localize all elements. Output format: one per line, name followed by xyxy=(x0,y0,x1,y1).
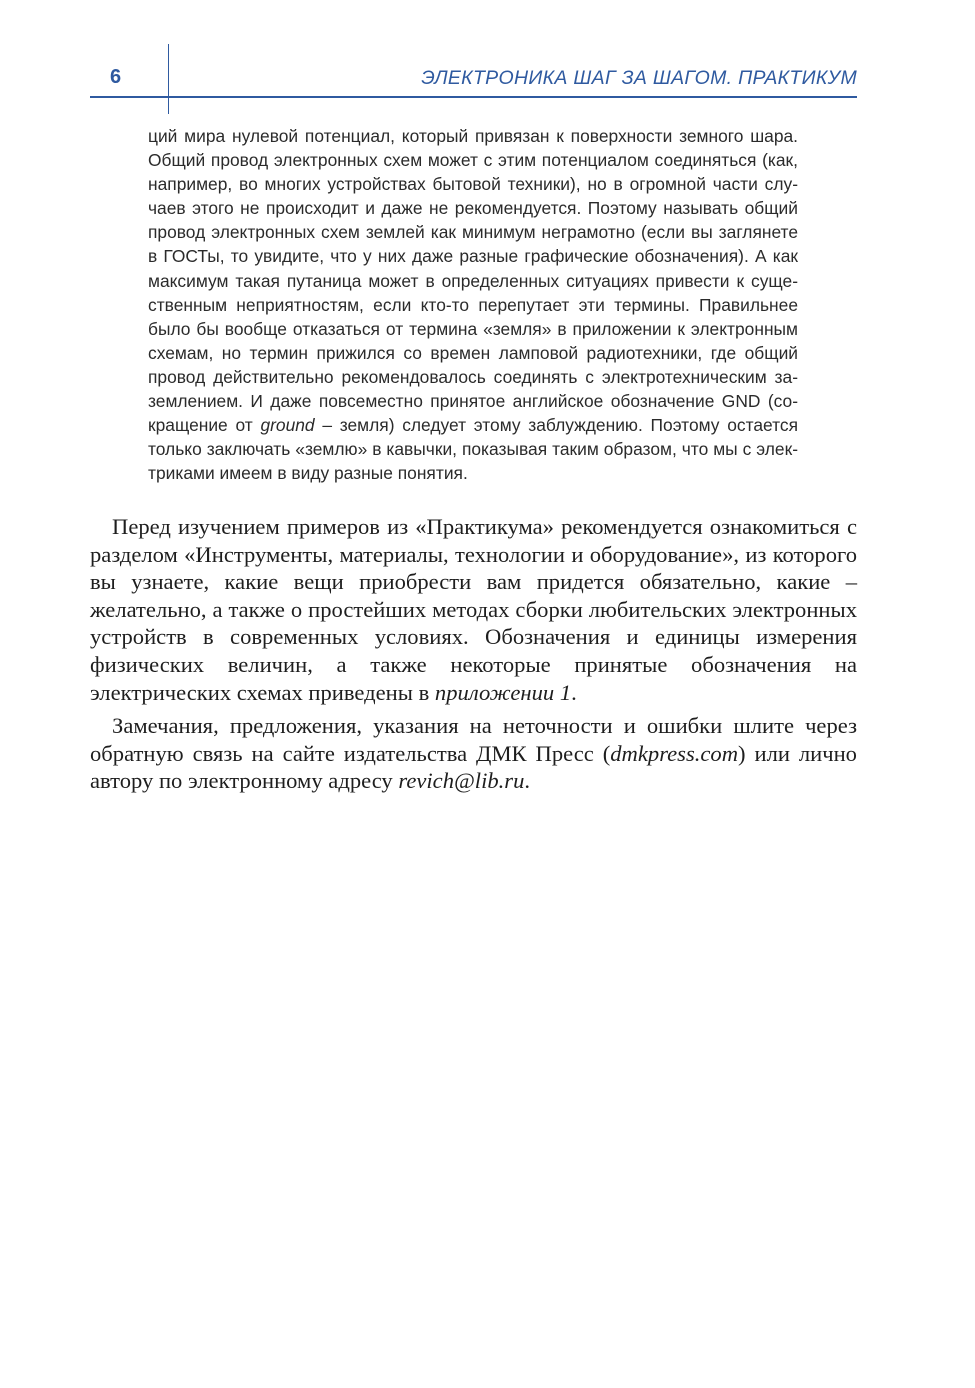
running-title: ЭЛЕКТРОНИКА ШАГ ЗА ШАГОМ. ПРАКТИКУМ xyxy=(421,67,857,89)
paragraph-intro-text: Перед изучением примеров из «Практикума» рекомендуется ознакомиться с разделом «Инструменты, материалы, технологии и оборудование», из которого вы узнаете, какие вещи приобрести вам придется обязательно, какие – желательно, а также о простейших методах сборки любительских электронных устройств в современных условиях. Обозначения и единицы измерения физических величин, а также некоторые принятые обозначения на электрических схемах приведены в xyxy=(90,514,857,705)
page-number: 6 xyxy=(110,66,122,88)
header-vertical-line xyxy=(168,44,169,114)
main-text xyxy=(90,513,857,801)
note-italic-term: ground xyxy=(260,415,315,436)
paragraph-feedback-end: . xyxy=(524,768,531,794)
appendix-reference: приложении 1 xyxy=(434,679,572,705)
header-rule xyxy=(90,96,857,98)
publisher-site: dmkpress.com xyxy=(610,740,739,766)
note-text-start: ций мира нулевой потенциал, который привязан к поверхности земного шара. Общий провод электронных схем может с этим потенциалом соединяться (как, например, во многих устройствах бытовой техники), но в огромной части случаев этого не происходит и даже не рекомендуется. Поэтому называть общий провод электронных схем землей как минимум неграмотно (если вы заглянете в ГОСТы, то увидите, что у них даже разные графические обозначения). А как максимум такая путаница может в определенных ситуациях привести к существенным неприятностям, если кто-то перепутает эти термины. Правильнее было бы вообще отказаться от термина «земля» в приложении к электронным схемам, но термин прижился со времен ламповой радиотехники, где общий провод действительно рекомендовалось соединять с электротехническим заземлением. И даже повсеместно принятое английское обозначение GND (сокращение от xyxy=(148,126,798,436)
paragraph-feedback-middle: ) или лично автору по электронному адресу xyxy=(90,740,857,794)
author-email: revich@lib.ru xyxy=(398,768,525,794)
footnote-block xyxy=(148,124,798,485)
paragraph-feedback-text: Замечания, предложения, указания на неточности и ошибки шлите через обратную связь на сайте издательства ДМК Пресс ( xyxy=(90,713,857,766)
paragraph-intro xyxy=(90,513,857,706)
paragraph-feedback xyxy=(90,712,857,795)
paragraph-intro-end: . xyxy=(571,679,577,705)
note-text-end: – земля) следует этому заблуждению. Поэтому остается только заключать «землю» в кавычки, показывая таким образом, что мы с электриками имеем в виду разные понятия. xyxy=(148,415,798,484)
